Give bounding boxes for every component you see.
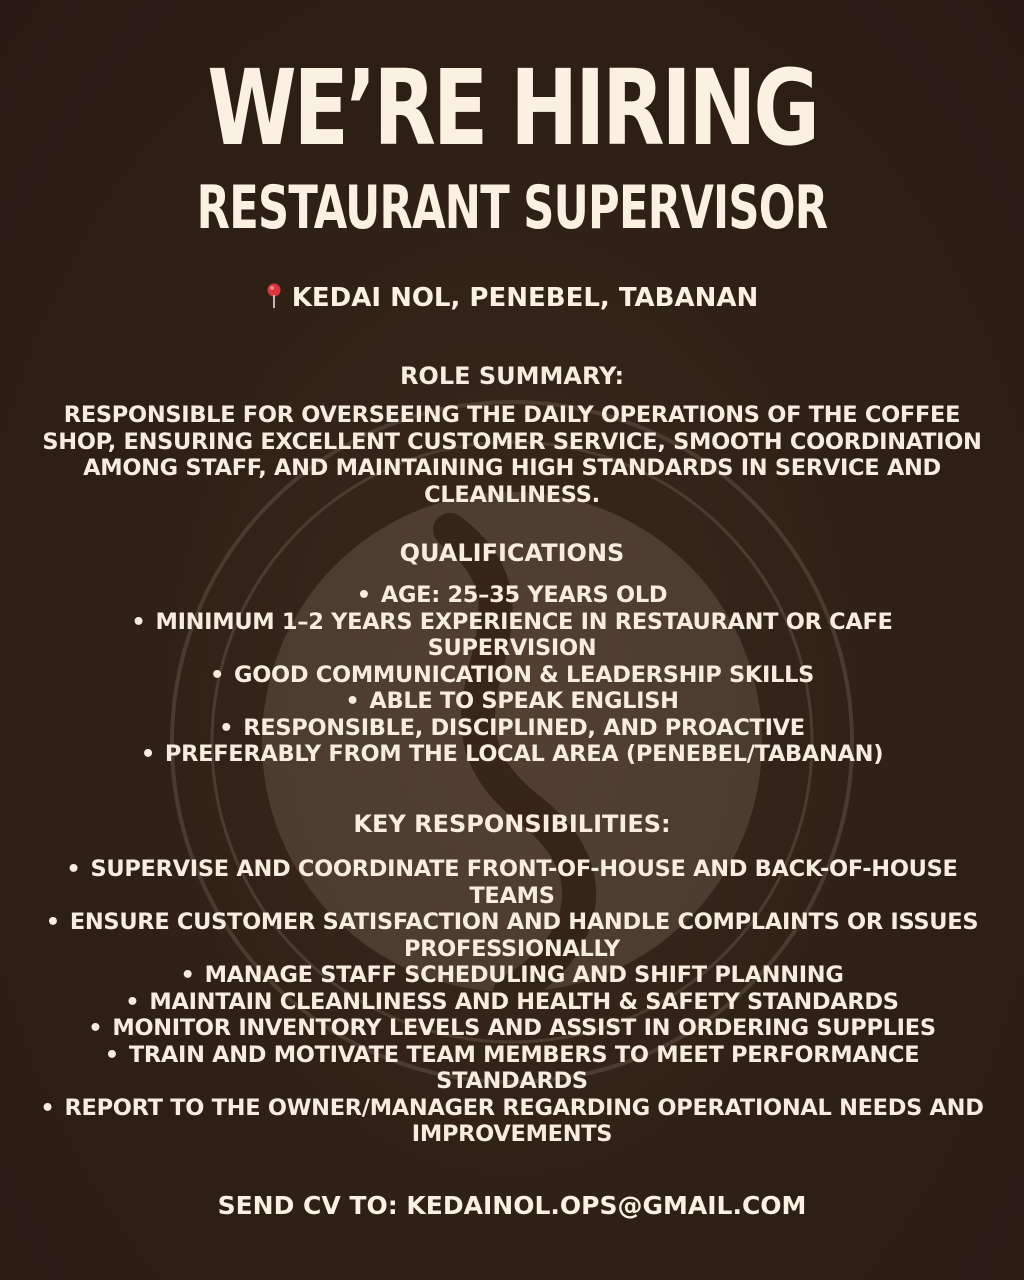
responsibility-item (36, 856, 988, 909)
qualification-item-text: GOOD COMMUNICATION & LEADERSHIP SKILLS (234, 661, 815, 688)
bullet-icon: • (140, 741, 155, 767)
role-summary-text: RESPONSIBLE FOR OVERSEEING THE DAILY OPERATIONS OF THE COFFEE SHOP, ENSURING EXCELLENT CUSTOMER SERVICE, SMOOTH COORDINATION AMONG STAFF, AND MAINTAINING HIGH STANDARDS IN SERVICE AND CLEANLINESS. (42, 402, 982, 508)
qualification-item-text: AGE: 25–35 YEARS OLD (380, 582, 668, 608)
responsibilities-section (30, 808, 994, 1148)
responsibilities-title: KEY RESPONSIBILITIES: (353, 810, 671, 838)
responsibility-item (36, 989, 988, 1016)
qualification-item-text: RESPONSIBLE, DISCIPLINED, AND PROACTIVE (243, 714, 805, 741)
location-text: KEDAI NOL, PENEBEL, TABANAN (291, 283, 759, 313)
qualification-item-text: ABLE TO SPEAK ENGLISH (369, 688, 679, 714)
qualification-item (60, 688, 964, 715)
responsibility-item (36, 962, 988, 989)
responsibility-item-text: SUPERVISE AND COORDINATE FRONT-OF-HOUSE AND BACK-OF-HOUSE TEAMS (90, 856, 958, 909)
bullet-icon: • (125, 988, 140, 1015)
responsibility-item-text: MAINTAIN CLEANLINESS AND HEALTH & SAFETY STANDARDS (149, 988, 899, 1015)
qualification-item (60, 609, 964, 662)
responsibility-item-text: REPORT TO THE OWNER/MANAGER REGARDING OPERATIONAL NEEDS AND IMPROVEMENTS (64, 1094, 984, 1147)
role-summary-section (30, 360, 994, 508)
bullet-icon: • (40, 1094, 55, 1121)
bullet-icon: • (180, 962, 195, 988)
role-summary-title: ROLE SUMMARY: (399, 362, 625, 390)
qualification-item (60, 662, 964, 689)
qualification-item-text: PREFERABLY FROM THE LOCAL AREA (PENEBEL/TABANAN) (164, 741, 884, 767)
bullet-icon: • (345, 688, 360, 714)
contact-email: SEND CV TO: KEDAINOL.OPS@GMAIL.COM (217, 1191, 807, 1220)
bullet-icon: • (88, 1015, 103, 1041)
responsibility-item-text: ENSURE CUSTOMER SATISFACTION AND HANDLE COMPLAINTS OR ISSUES PROFESSIONALLY (69, 909, 979, 962)
qualifications-list (30, 582, 994, 768)
responsibility-item-text: TRAIN AND MOTIVATE TEAM MEMBERS TO MEET PERFORMANCE STANDARDS (128, 1041, 920, 1094)
bullet-icon: • (356, 582, 371, 608)
qualification-item (60, 715, 964, 742)
bullet-icon: • (131, 608, 146, 635)
responsibility-item (36, 909, 988, 962)
bullet-icon: • (104, 1041, 119, 1068)
bullet-icon: • (45, 909, 60, 935)
responsibility-item (36, 1015, 988, 1042)
responsibilities-list (30, 856, 994, 1148)
responsibility-item (36, 1095, 988, 1148)
position-title: RESTAURANT SUPERVISOR (196, 173, 828, 243)
bullet-icon: • (219, 714, 234, 741)
responsibility-item-text: MANAGE STAFF SCHEDULING AND SHIFT PLANNING (204, 962, 844, 988)
responsibility-item-text: MONITOR INVENTORY LEVELS AND ASSIST IN ORDERING SUPPLIES (112, 1015, 936, 1041)
qualification-item (60, 741, 964, 768)
bullet-icon: • (209, 661, 225, 688)
qualification-item-text: MINIMUM 1–2 YEARS EXPERIENCE IN RESTAURANT OR CAFE SUPERVISION (155, 608, 893, 661)
location (0, 280, 1024, 316)
map-pin-icon (266, 283, 282, 309)
qualification-item (60, 582, 964, 609)
responsibility-item (36, 1042, 988, 1095)
headline: WE’RE HIRING (207, 47, 817, 169)
bullet-icon: • (66, 856, 81, 882)
qualifications-title: QUALIFICATIONS (399, 539, 625, 567)
qualifications-section (30, 537, 994, 768)
